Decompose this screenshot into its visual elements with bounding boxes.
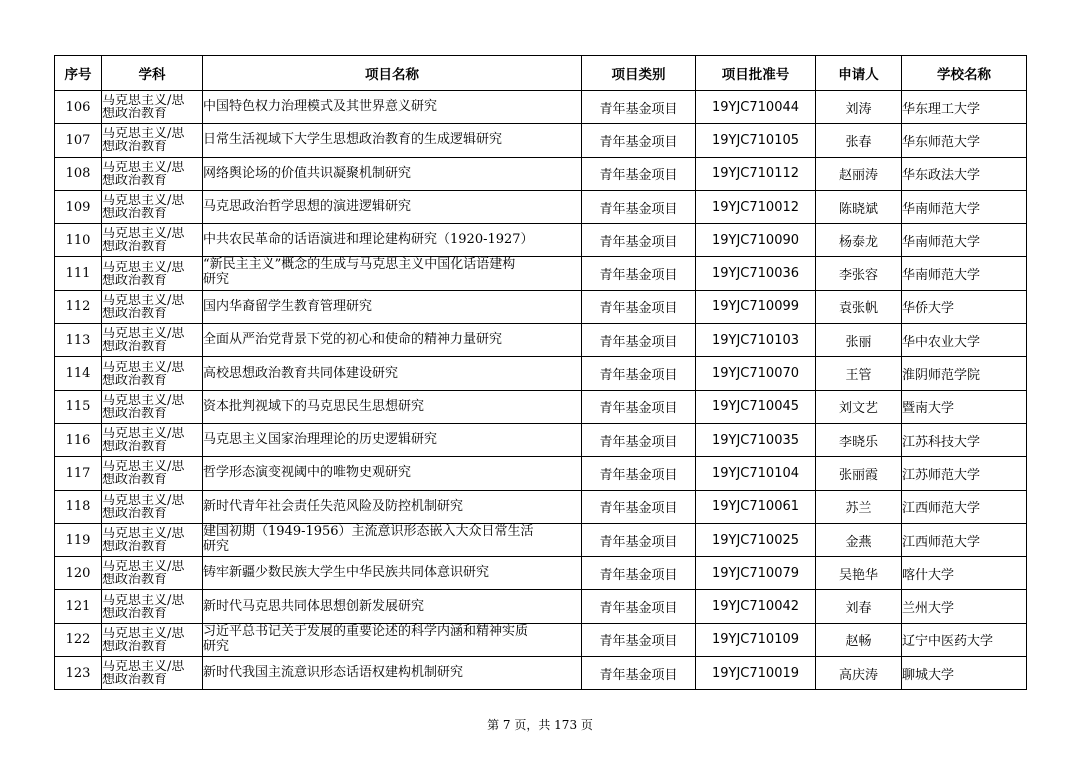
subject-line: 想政治教育: [102, 606, 168, 620]
row-number: 112: [55, 290, 102, 323]
project-name-line: 习近平总书记关于发展的重要论述的科学内涵和精神实质: [203, 623, 529, 639]
subject-line: 想政治教育: [102, 140, 168, 154]
applicant-cell: 赵畅: [816, 623, 902, 656]
subject-line: 想政治教育: [102, 639, 168, 653]
subject-cell: [102, 224, 203, 257]
approval-no-cell: 19YJC710109: [696, 623, 816, 656]
project-name-cell: [203, 224, 582, 257]
applicant-cell: 苏兰: [816, 490, 902, 523]
subject-cell: [102, 324, 203, 357]
approval-no-cell: 19YJC710090: [696, 224, 816, 257]
approval-no-cell: 19YJC710025: [696, 523, 816, 556]
subject-line: 马克思主义/思: [102, 227, 185, 241]
subject-cell: [102, 557, 203, 590]
subject-cell: [102, 423, 203, 456]
applicant-cell: 张丽霞: [816, 457, 902, 490]
approval-no-cell: 19YJC710042: [696, 590, 816, 623]
applicant-cell: 金燕: [816, 523, 902, 556]
project-type-cell: 青年基金项目: [582, 91, 696, 124]
subject-cell: [102, 91, 203, 124]
table-row: [55, 457, 1027, 490]
school-cell: 江西师范大学: [902, 523, 1027, 556]
header-school: 学校名称: [902, 56, 1027, 91]
table-row: [55, 91, 1027, 124]
subject-line: 马克思主义/思: [102, 360, 185, 374]
applicant-cell: 李张容: [816, 257, 902, 290]
subject-cell: [102, 623, 203, 656]
approval-no-cell: 19YJC710045: [696, 390, 816, 423]
project-type-cell: 青年基金项目: [582, 224, 696, 257]
approval-no-cell: 19YJC710103: [696, 324, 816, 357]
project-name-line: 哲学形态演变视阈中的唯物史观研究: [203, 465, 412, 481]
approval-no-cell: 19YJC710079: [696, 557, 816, 590]
applicant-cell: 高庆涛: [816, 657, 902, 690]
project-type-cell: 青年基金项目: [582, 423, 696, 456]
school-cell: 江苏科技大学: [902, 423, 1027, 456]
project-type-cell: 青年基金项目: [582, 523, 696, 556]
row-number: 107: [55, 124, 102, 157]
table-row: [55, 657, 1027, 690]
table-row: [55, 324, 1027, 357]
school-cell: 兰州大学: [902, 590, 1027, 623]
school-cell: 华南师范大学: [902, 257, 1027, 290]
school-cell: 暨南大学: [902, 390, 1027, 423]
row-number: 113: [55, 324, 102, 357]
subject-line: 马克思主义/思: [102, 593, 185, 607]
header-project-name: 项目名称: [203, 56, 582, 91]
row-number: 118: [55, 490, 102, 523]
school-cell: 华侨大学: [902, 290, 1027, 323]
applicant-cell: 陈晓斌: [816, 190, 902, 223]
header-applicant: 申请人: [816, 56, 902, 91]
subject-cell: [102, 290, 203, 323]
applicant-cell: 张春: [816, 124, 902, 157]
project-name-line: 马克思主义国家治理理论的历史逻辑研究: [203, 432, 438, 448]
subject-cell: [102, 357, 203, 390]
project-name-line: 建国初期（1949-1956）主流意识形态嵌入大众日常生活: [203, 523, 534, 539]
subject-line: 马克思主义/思: [102, 493, 185, 507]
subject-line: 想政治教育: [102, 240, 168, 254]
table-row: [55, 490, 1027, 523]
school-cell: 华中农业大学: [902, 324, 1027, 357]
subject-line: 马克思主义/思: [102, 660, 185, 674]
subject-line: 想政治教育: [102, 673, 168, 687]
subject-cell: [102, 390, 203, 423]
subject-line: 想政治教育: [102, 406, 168, 420]
approval-no-cell: 19YJC710035: [696, 423, 816, 456]
approval-no-cell: 19YJC710105: [696, 124, 816, 157]
project-name-cell: [203, 257, 582, 290]
table-row: [55, 623, 1027, 656]
header-approval-no: 项目批准号: [696, 56, 816, 91]
project-type-cell: 青年基金项目: [582, 623, 696, 656]
school-cell: 华东政法大学: [902, 157, 1027, 190]
row-number: 108: [55, 157, 102, 190]
project-name-line: 新时代青年社会责任失范风险及防控机制研究: [203, 498, 464, 514]
school-cell: 华东理工大学: [902, 91, 1027, 124]
project-name-cell: [203, 590, 582, 623]
applicant-cell: 李晓乐: [816, 423, 902, 456]
subject-line: 想政治教育: [102, 340, 168, 354]
subject-line: 马克思主义/思: [102, 560, 185, 574]
school-cell: 辽宁中医药大学: [902, 623, 1027, 656]
approval-no-cell: 19YJC710036: [696, 257, 816, 290]
subject-line: 马克思主义/思: [102, 260, 185, 274]
row-number: 109: [55, 190, 102, 223]
subject-line: 想政治教育: [102, 373, 168, 387]
project-name-line: 高校思想政治教育共同体建设研究: [203, 365, 399, 381]
table-row: [55, 224, 1027, 257]
project-name-line: 新时代我国主流意识形态话语权建构机制研究: [203, 665, 464, 681]
project-name-cell: [203, 457, 582, 490]
page-footer: 第 7 页，共 173 页: [487, 718, 593, 732]
table-row: [55, 257, 1027, 290]
applicant-cell: 刘涛: [816, 91, 902, 124]
table-row: [55, 557, 1027, 590]
table-header-row: [55, 56, 1027, 91]
project-name-line: 资本批判视域下的马克思民生思想研究: [203, 398, 425, 414]
project-name-cell: [203, 290, 582, 323]
table-row: [55, 124, 1027, 157]
project-name-line: 新时代马克思共同体思想创新发展研究: [203, 598, 425, 614]
project-type-cell: 青年基金项目: [582, 190, 696, 223]
project-type-cell: 青年基金项目: [582, 257, 696, 290]
project-name-line: “新民主主义”概念的生成与马克思主义中国化话语建构: [203, 257, 516, 273]
subject-line: 马克思主义/思: [102, 127, 185, 141]
school-cell: 江苏师范大学: [902, 457, 1027, 490]
subject-line: 马克思主义/思: [102, 527, 185, 540]
subject-cell: [102, 657, 203, 690]
approval-no-cell: 19YJC710104: [696, 457, 816, 490]
project-type-cell: 青年基金项目: [582, 390, 696, 423]
subject-line: 想政治教育: [102, 273, 168, 287]
row-number: 115: [55, 390, 102, 423]
project-type-cell: 青年基金项目: [582, 657, 696, 690]
applicant-cell: 袁张帆: [816, 290, 902, 323]
school-cell: 江西师范大学: [902, 490, 1027, 523]
subject-line: 马克思主义/思: [102, 626, 185, 640]
project-name-line: 国内华裔留学生教育管理研究: [203, 298, 373, 314]
row-number: 117: [55, 457, 102, 490]
header-no: 序号: [55, 56, 102, 91]
project-name-cell: [203, 623, 582, 656]
row-number: 123: [55, 657, 102, 690]
school-cell: 华东师范大学: [902, 124, 1027, 157]
project-name-cell: [203, 357, 582, 390]
project-name-cell: [203, 490, 582, 523]
approval-no-cell: 19YJC710019: [696, 657, 816, 690]
subject-line: 想政治教育: [102, 207, 168, 221]
project-name-cell: [203, 557, 582, 590]
project-type-cell: 青年基金项目: [582, 490, 696, 523]
approval-no-cell: 19YJC710044: [696, 91, 816, 124]
project-name-cell: [203, 390, 582, 423]
school-cell: 聊城大学: [902, 657, 1027, 690]
project-type-cell: 青年基金项目: [582, 457, 696, 490]
row-number: 121: [55, 590, 102, 623]
applicant-cell: 张丽: [816, 324, 902, 357]
applicant-cell: 杨泰龙: [816, 224, 902, 257]
subject-line: 马克思主义/思: [102, 393, 185, 407]
project-name-cell: [203, 124, 582, 157]
header-subject: 学科: [102, 56, 203, 91]
table-row: [55, 590, 1027, 623]
project-name-cell: [203, 523, 582, 556]
subject-cell: [102, 490, 203, 523]
subject-line: 想政治教育: [102, 440, 168, 454]
project-name-line: 日常生活视域下大学生思想政治教育的生成逻辑研究: [203, 132, 503, 148]
project-name-line: 研究: [203, 538, 230, 554]
project-name-cell: [203, 324, 582, 357]
project-type-cell: 青年基金项目: [582, 590, 696, 623]
project-name-cell: [203, 657, 582, 690]
row-number: 110: [55, 224, 102, 257]
approval-no-cell: 19YJC710070: [696, 357, 816, 390]
subject-cell: [102, 523, 203, 556]
school-cell: 淮阴师范学院: [902, 357, 1027, 390]
subject-cell: [102, 590, 203, 623]
project-name-cell: [203, 91, 582, 124]
project-name-line: 中共农民革命的话语演进和理论建构研究（1920-1927）: [203, 232, 534, 248]
school-cell: 喀什大学: [902, 557, 1027, 590]
subject-cell: [102, 124, 203, 157]
row-number: 119: [55, 523, 102, 556]
applicant-cell: 刘春: [816, 590, 902, 623]
project-type-cell: 青年基金项目: [582, 357, 696, 390]
subject-line: 想政治教育: [102, 107, 168, 121]
subject-line: 马克思主义/思: [102, 460, 185, 474]
subject-line: 想政治教育: [102, 473, 168, 487]
project-name-cell: [203, 157, 582, 190]
subject-line: 想政治教育: [102, 306, 168, 320]
subject-line: 马克思主义/思: [102, 293, 185, 307]
project-type-cell: 青年基金项目: [582, 157, 696, 190]
approval-no-cell: 19YJC710061: [696, 490, 816, 523]
subject-cell: [102, 157, 203, 190]
subject-cell: [102, 457, 203, 490]
row-number: 114: [55, 357, 102, 390]
row-number: 111: [55, 257, 102, 290]
table-row: [55, 390, 1027, 423]
table-row: [55, 357, 1027, 390]
subject-cell: [102, 257, 203, 290]
applicant-cell: 赵丽涛: [816, 157, 902, 190]
project-name-line: 研究: [203, 272, 230, 288]
subject-line: 马克思主义/思: [102, 94, 185, 108]
subject-line: 想政治教育: [102, 506, 168, 520]
table-row: [55, 523, 1027, 556]
school-cell: 华南师范大学: [902, 224, 1027, 257]
subject-line: 马克思主义/思: [102, 427, 185, 441]
applicant-cell: 吴艳华: [816, 557, 902, 590]
table-row: [55, 423, 1027, 456]
approval-no-cell: 19YJC710099: [696, 290, 816, 323]
project-type-cell: 青年基金项目: [582, 290, 696, 323]
project-name-line: 中国特色权力治理模式及其世界意义研究: [203, 99, 438, 115]
row-number: 106: [55, 91, 102, 124]
subject-cell: [102, 190, 203, 223]
project-table: [54, 55, 1027, 690]
project-name-line: 全面从严治党背景下党的初心和使命的精神力量研究: [203, 332, 503, 348]
project-name-line: 马克思政治哲学思想的演进逻辑研究: [203, 199, 412, 215]
table-row: [55, 157, 1027, 190]
table-row: [55, 190, 1027, 223]
project-type-cell: 青年基金项目: [582, 557, 696, 590]
table-body: [55, 91, 1027, 690]
approval-no-cell: 19YJC710112: [696, 157, 816, 190]
row-number: 120: [55, 557, 102, 590]
project-type-cell: 青年基金项目: [582, 124, 696, 157]
subject-line: 马克思主义/思: [102, 160, 185, 174]
school-cell: 华南师范大学: [902, 190, 1027, 223]
project-name-line: 网络舆论场的价值共识凝聚机制研究: [203, 165, 412, 181]
row-number: 116: [55, 423, 102, 456]
applicant-cell: 王管: [816, 357, 902, 390]
project-name-line: 研究: [203, 638, 230, 654]
subject-line: 想政治教育: [102, 573, 168, 587]
table-row: [55, 290, 1027, 323]
subject-line: 想政治教育: [102, 173, 168, 187]
project-type-cell: 青年基金项目: [582, 324, 696, 357]
project-name-line: 铸牢新疆少数民族大学生中华民族共同体意识研究: [203, 565, 490, 581]
row-number: 122: [55, 623, 102, 656]
project-name-cell: [203, 190, 582, 223]
header-project-type: 项目类别: [582, 56, 696, 91]
subject-line: 马克思主义/思: [102, 327, 185, 341]
applicant-cell: 刘文艺: [816, 390, 902, 423]
subject-line: 想政治教育: [102, 540, 168, 553]
approval-no-cell: 19YJC710012: [696, 190, 816, 223]
project-name-cell: [203, 423, 582, 456]
subject-line: 马克思主义/思: [102, 194, 185, 208]
